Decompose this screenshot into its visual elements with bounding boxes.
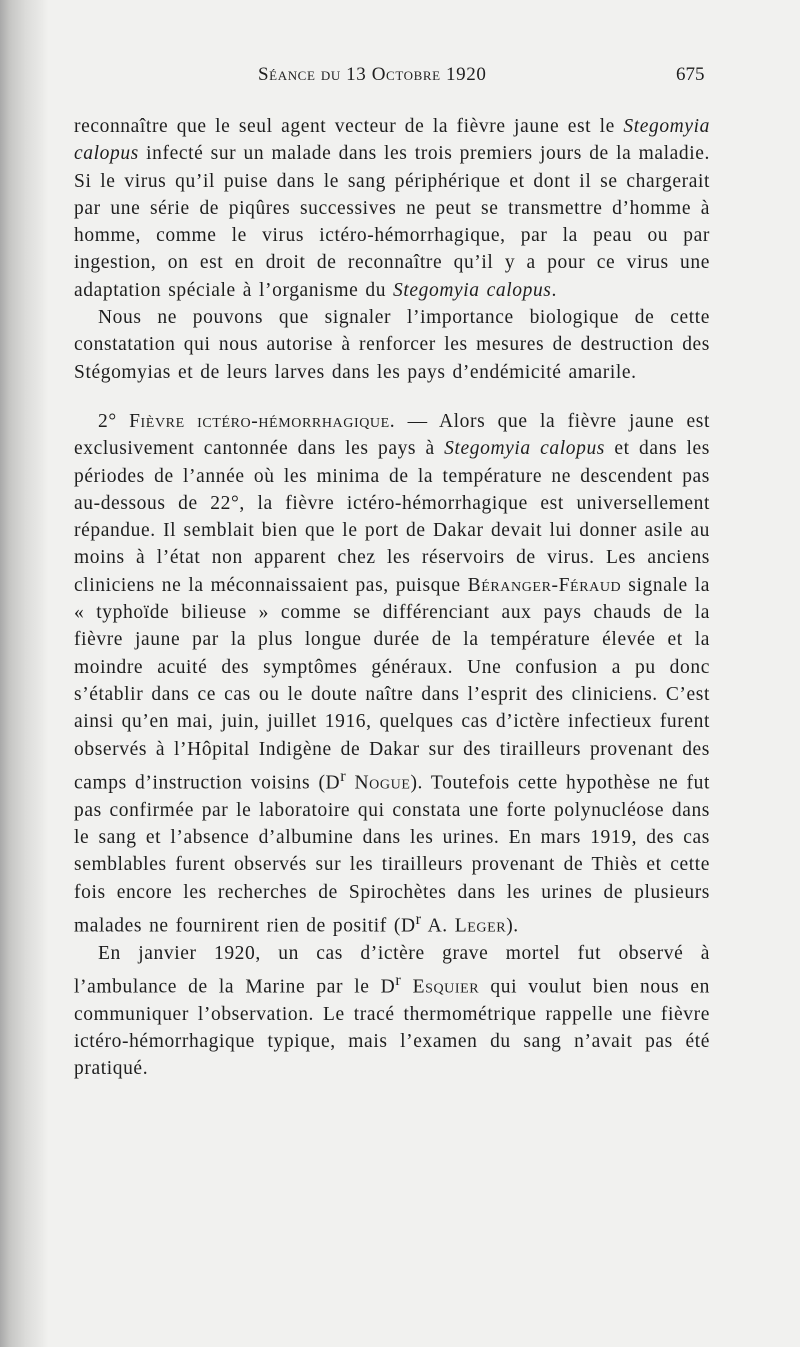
text-run bbox=[401, 976, 412, 997]
text-run: En janvier 1920, un cas d’ictère grave mortel fut observé à l’ambulance de la Marine par le D bbox=[74, 942, 710, 998]
paragraph-3 bbox=[74, 408, 710, 940]
author-name: Béranger-Féraud bbox=[467, 574, 622, 596]
text-run: et dans les périodes de l’année où les minima de la température ne descendent pas au-dessous de 22°, la fièvre ictéro-hémorrhagique est universellement répandue. Il semblait bien que le port de Dakar devait lui donner asile au moins à l’état non apparent chez les réservoirs de virus. Les anciens cliniciens ne la méconnaissaient pas, puisque bbox=[74, 438, 710, 596]
author-name: Esquier bbox=[412, 976, 480, 998]
section-heading: 2° Fièvre ictéro-hémorrhagique. bbox=[98, 410, 396, 432]
species-name: Stegomyia calopus bbox=[74, 116, 710, 165]
species-name: Stegomyia calopus bbox=[393, 279, 552, 301]
text-run: reconnaître que le seul agent vecteur de la fièvre jaune est le bbox=[74, 116, 624, 137]
superscript: r bbox=[415, 909, 422, 928]
text-run: . bbox=[551, 279, 557, 301]
page-number: 675 bbox=[676, 64, 705, 85]
binding-gutter-shadow bbox=[0, 0, 48, 1347]
text-run: infecté sur un malade dans les trois premiers jours de la maladie. Si le virus qu’il puise dans le sang périphérique et dont il se chargerait par une série de piqûres successives ne peut se transmettre d’homme à homme, comme le virus ictéro-hémorrhagique, par la peau ou par ingestion, on est en droit de reconnaître qu’il y a pour ce virus une adaptation spéciale à l’organisme du bbox=[74, 143, 710, 301]
text-run: qui voulut bien nous en communiquer l’observation. Le tracé thermométrique rappelle une fièvre ictéro-hémorrhagique typique, mais l’examen du sang n’avait pas été pratiqué. bbox=[74, 976, 710, 1080]
author-name: Leger bbox=[454, 915, 507, 937]
page-header bbox=[0, 64, 800, 92]
superscript: r bbox=[340, 766, 347, 785]
text-run: — Alors que la fièvre jaune est exclusivement cantonnée dans les pays à bbox=[74, 410, 710, 460]
text-run: ). Toutefois cette hypothèse ne fut pas confirmée par le laboratoire qui constata une forte polynucléose dans le sang et l’absence d’albumine dans les urines. En mars 1919, des cas semblables furent observés sur les tirailleurs provenant de Thiès et cette fois encore les recherches de Spirochètes dans les urines de plusieurs malades ne fournirent rien de positif (D bbox=[74, 772, 710, 937]
text-run: signale la « typhoïde bilieuse » comme se différenciant aux pays chauds de la fièvre jaune par la plus longue durée de la température élevée et la moindre acuité des symptômes généraux. Une confusion a pu donc s’établir dans ce cas ou le doute naître dans l’esprit des cliniciens. C’est ainsi qu’en mai, juin, juillet 1916, quelques cas d’ictère infectieux furent observés à l’Hôpital Indigène de Dakar sur des tirailleurs provenant des camps d’instruction voisins (D bbox=[74, 574, 710, 794]
text-run: A. bbox=[421, 915, 455, 937]
text-run: ). bbox=[506, 915, 519, 937]
paragraph-1 bbox=[74, 113, 710, 304]
superscript: r bbox=[395, 970, 402, 989]
body-text bbox=[74, 113, 710, 1083]
species-name: Stegomyia calopus bbox=[444, 438, 605, 460]
paragraph-4 bbox=[74, 940, 710, 1083]
running-head: Séance du 13 Octobre 1920 bbox=[258, 64, 487, 85]
paragraph-2: Nous ne pouvons que signaler l’importance biologique de cette constatation qui nous autorise à renforcer les mesures de destruction des Stégomyias et de leurs larves dans les pays d’endémicité amarile. bbox=[74, 307, 710, 383]
author-name: Nogue bbox=[354, 772, 411, 794]
